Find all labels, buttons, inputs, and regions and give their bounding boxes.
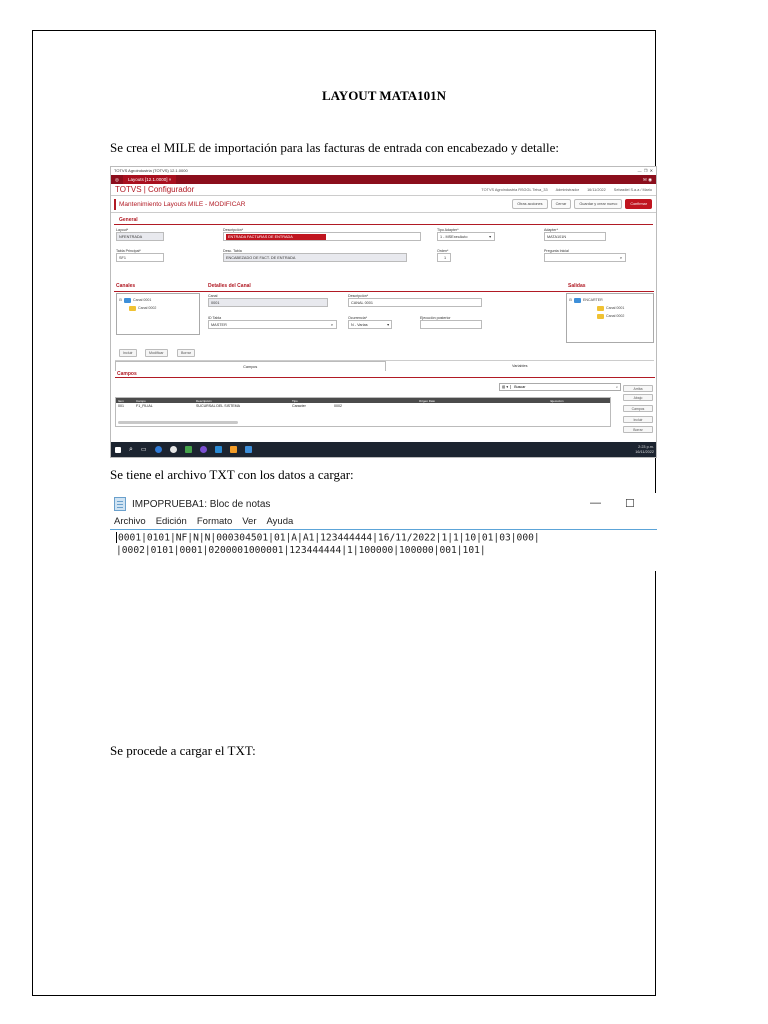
- grid-delete-button[interactable]: Borrar: [623, 426, 653, 433]
- user-info: [481, 188, 652, 192]
- outputs-tree[interactable]: [566, 293, 654, 343]
- totvs-app-icon[interactable]: [245, 446, 252, 453]
- menu-ver[interactable]: Ver: [242, 516, 257, 527]
- cell-campo: F1_FILIAL: [136, 404, 153, 408]
- chrome-icon[interactable]: [170, 446, 177, 453]
- channel-field: 0001: [208, 298, 328, 307]
- channel-label: Canal: [208, 294, 218, 298]
- initial-question-field[interactable]: [544, 253, 626, 262]
- menu-archivo[interactable]: Archivo: [114, 516, 146, 527]
- col-descripcion[interactable]: Descripción: [196, 398, 212, 403]
- adapter-field[interactable]: MATA101N: [544, 232, 606, 241]
- notepad-icon: [114, 497, 126, 511]
- section-general: General: [114, 216, 653, 225]
- adapter-type-value: 1 - MSExecAuto: [440, 234, 468, 239]
- tray-date: 16/11/2022: [635, 449, 654, 454]
- task-view-icon[interactable]: ▭: [140, 447, 147, 453]
- adapter-type-label: Tipo Adapter*: [437, 228, 459, 232]
- table-id-value: MASTER: [211, 322, 227, 327]
- horizontal-scrollbar[interactable]: [118, 421, 238, 424]
- windows-start-icon[interactable]: [115, 447, 121, 453]
- windows-taskbar: [111, 442, 657, 457]
- folder-icon: [597, 314, 604, 319]
- window-titlebar: [111, 167, 656, 175]
- window-controls: — ❐ ✕: [637, 168, 653, 173]
- general-fields: [111, 225, 656, 283]
- channel-desc-field[interactable]: CANAL 0001: [348, 298, 482, 307]
- confirm-button[interactable]: Confirmar: [625, 199, 652, 209]
- col-ejecucion[interactable]: Ejecución: [550, 398, 564, 403]
- main-table-label: Tabla Principal*: [116, 249, 141, 253]
- search-placeholder: Buscar: [514, 385, 526, 389]
- notepad-text-area[interactable]: [116, 532, 540, 557]
- notepad-screenshot: [110, 493, 657, 571]
- description-label: Descripción*: [223, 228, 244, 232]
- tree-node-label: Canal 0002: [138, 306, 157, 310]
- tab-campos[interactable]: Campos: [115, 361, 386, 371]
- tab-variables[interactable]: Variables: [511, 364, 528, 368]
- tree-node-label: ENCARTER: [583, 298, 603, 302]
- col-item[interactable]: Item: [118, 398, 124, 403]
- paragraph-intro: Se crea el MILE de importación para las facturas de entrada con encabezado y detalle:: [110, 140, 559, 155]
- text-line-2: |0002|0101|0001|0200001000001|123444444|1|100000|100000|001|101|: [116, 544, 486, 556]
- mail-icon[interactable]: ✉ ◉: [643, 176, 652, 182]
- col-origen[interactable]: Origen Dato: [418, 398, 436, 403]
- system-tray: [635, 445, 654, 454]
- save-new-button[interactable]: Guardar y crear nuevo: [574, 199, 622, 209]
- search-icon[interactable]: ⌕: [330, 322, 333, 327]
- search-input[interactable]: [499, 383, 621, 391]
- user-date: 16/11/2022: [587, 187, 606, 192]
- folder-icon: [574, 298, 581, 303]
- tree-node-label: Canal 0001: [133, 298, 152, 302]
- outputs-title: Salidas: [568, 283, 586, 289]
- columns-icon[interactable]: ▥ ▾: [502, 385, 511, 389]
- tree-node-label: Canal 0001: [606, 306, 625, 310]
- teams-icon[interactable]: [200, 446, 207, 453]
- paragraph-txt: Se tiene el archivo TXT con los datos a cargar:: [110, 467, 354, 482]
- cell-tipo: Caracter: [292, 404, 306, 408]
- folder-icon: [597, 306, 604, 311]
- grid-include-button[interactable]: Incluir: [623, 416, 653, 423]
- modify-button[interactable]: Modificar: [145, 349, 168, 357]
- search-icon[interactable]: ⌕: [129, 445, 133, 453]
- vscode-icon[interactable]: [215, 446, 222, 453]
- table-id-label: ID Tabla: [208, 316, 222, 320]
- notepad-menu: [114, 516, 293, 527]
- post-exec-field[interactable]: [420, 320, 482, 329]
- fields-section-title: Campos: [115, 371, 655, 378]
- tree-node-canal-0002[interactable]: [119, 304, 197, 312]
- text-line-1: 0001|0101|NF|N|N|000304501|01|A|A1|123444444|16/11/2022|1|1|10|01|03|000|: [118, 532, 540, 544]
- occurrence-select[interactable]: [348, 320, 392, 329]
- tab-layouts[interactable]: Layouts [12.1.0000] ×: [123, 175, 176, 184]
- occurrence-value: N - Varias: [351, 322, 368, 327]
- screen-title: Mantenimiento Layouts MILE - MODIFICAR: [119, 200, 246, 208]
- close-button[interactable]: Cerrar: [551, 199, 572, 209]
- channel-desc-label: Descripción*: [348, 294, 369, 298]
- tree-node-encarter[interactable]: ⊟ ENCARTER: [569, 298, 603, 302]
- menu-edicion[interactable]: Edición: [155, 516, 187, 527]
- channels-tree[interactable]: [116, 293, 200, 335]
- menu-divider: [110, 529, 657, 530]
- search-icon[interactable]: ⌕: [619, 255, 622, 260]
- move-down-button[interactable]: Abajo: [623, 394, 653, 401]
- user-branch: Sebastiel S.a.a / Mario: [613, 187, 652, 192]
- order-field[interactable]: 1: [437, 253, 451, 262]
- totvs-screenshot: [110, 166, 657, 458]
- tray-time: 2:23 p.m.: [638, 445, 654, 449]
- occurrence-label: Ocurrencia*: [348, 316, 367, 320]
- brand-title: TOTVS | Configurador: [115, 185, 195, 194]
- fields-grid: [115, 397, 611, 427]
- notepad-titlebar: [114, 497, 270, 511]
- grid-header: [116, 398, 610, 403]
- adapter-label: Adapter*: [544, 228, 558, 232]
- cell-descripcion: SUCURSAL DEL SISTEMA: [196, 404, 241, 408]
- channels-title: Canales: [116, 283, 136, 289]
- menu-formato[interactable]: Formato: [196, 516, 233, 527]
- other-actions-button[interactable]: Otras acciones: [512, 199, 547, 209]
- user-company: TOTVS Agroindustria RSGGL Teiva_33: [481, 187, 548, 192]
- table-desc-field: ENCABEZADO DE FACT. DE ENTRADA: [223, 253, 407, 262]
- search-icon[interactable]: ⌕: [615, 385, 618, 389]
- tree-node-canal-0001[interactable]: ⊟ Canal 0001: [119, 298, 152, 302]
- menu-ayuda[interactable]: Ayuda: [266, 516, 294, 527]
- tree-node-label: Canal 0002: [606, 314, 625, 318]
- excel-icon[interactable]: [185, 446, 192, 453]
- paragraph-load: Se procede a cargar el TXT:: [110, 743, 256, 758]
- layout-label: Layout*: [116, 228, 129, 232]
- col-campo[interactable]: Campo: [136, 398, 146, 403]
- tree-node-out-0001[interactable]: [569, 304, 651, 312]
- notepad-title: IMPOPRUEBA1: Bloc de notas: [132, 498, 271, 510]
- adapter-type-select[interactable]: [437, 232, 495, 241]
- delete-button[interactable]: Borrar: [177, 349, 195, 357]
- screen-header: [111, 196, 656, 213]
- tree-node-out-0002[interactable]: [569, 312, 651, 320]
- text-caret: [116, 532, 117, 543]
- table-row[interactable]: [116, 403, 610, 409]
- include-button[interactable]: Incluir: [119, 349, 137, 357]
- folder-icon: [124, 298, 131, 303]
- totvs-logo-icon: ◎: [115, 176, 119, 182]
- description-value: ENTRADA FACTURAS DE ENTRADA: [226, 234, 326, 240]
- chevron-down-icon: ▾: [489, 235, 491, 239]
- edge-icon[interactable]: [155, 446, 162, 453]
- channel-panels: [114, 283, 653, 345]
- layout-field[interactable]: NFENTRADA: [116, 232, 164, 241]
- cell-item: 001: [118, 404, 124, 408]
- minimize-button[interactable]: —: [590, 497, 601, 509]
- initial-question-label: Pregunta Inicial: [544, 249, 569, 253]
- window-title: TOTVS Agroindustria (TOTVS) 12.1.0000: [114, 168, 188, 173]
- brand-bar: [111, 184, 656, 196]
- move-up-button[interactable]: Arriba: [623, 385, 653, 392]
- main-table-field[interactable]: SF1: [116, 253, 164, 262]
- app-tabbar: [111, 175, 656, 184]
- chevron-down-icon: ▾: [387, 323, 389, 327]
- cell-origen: 0002: [334, 404, 342, 408]
- user-name: Administrador: [555, 187, 580, 192]
- post-exec-label: Ejecución posterior: [420, 316, 451, 320]
- col-tipo[interactable]: Tipo: [292, 398, 298, 403]
- fields-button[interactable]: Campos: [623, 405, 653, 412]
- files-icon[interactable]: [230, 446, 237, 453]
- description-field[interactable]: [223, 232, 421, 241]
- table-id-field[interactable]: [208, 320, 337, 329]
- channel-details-title: Detalles del Canal: [208, 283, 251, 289]
- order-label: Orden*: [437, 249, 449, 253]
- sub-tabs: [115, 360, 654, 371]
- folder-icon: [129, 306, 136, 311]
- document-title: LAYOUT MATA101N: [321, 88, 447, 103]
- maximize-button[interactable]: ☐: [625, 498, 635, 510]
- table-desc-label: Desc. Tabla: [223, 249, 242, 253]
